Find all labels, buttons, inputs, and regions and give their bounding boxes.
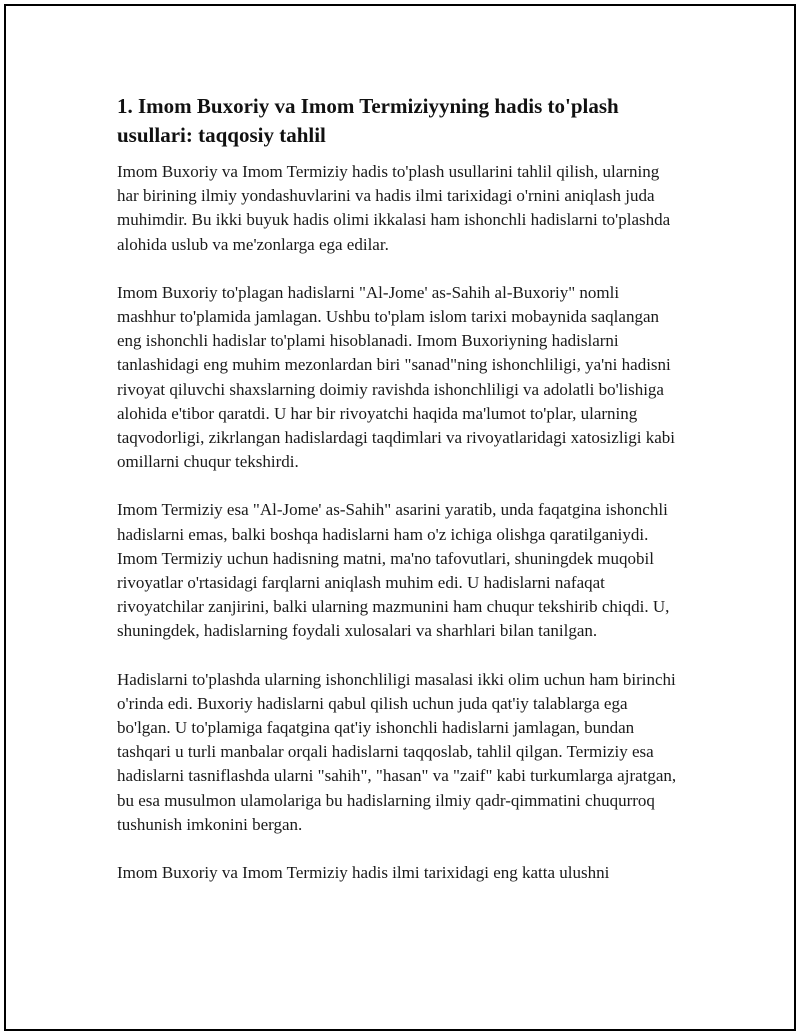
section-heading: 1. Imom Buxoriy va Imom Termiziyyning hadis to'plash usullari: taqqosiy tahlil: [117, 94, 619, 147]
document-body: [117, 92, 677, 909]
paragraph-termiziy: Imom Termiziy esa "Al-Jome' as-Sahih" asarini yaratib, unda faqatgina ishonchli hadislarni emas, balki boshqa hadislarni ham o'z ichiga olishga qaratilganiydi. Imom Termiziy uchun hadisning matni, ma'no tafovutlari, shuningdek muqobil rivoyatlar o'rtasidagi farqlarni aniqlash muhim edi. U hadislarni nafaqat rivoyatchilar zanjirini, balki ularning mazmunini ham chuqur tekshirib chiqdi. U, shuningdek, hadislarning foydali xulosalari va sharhlari bilan tanilgan.: [117, 500, 670, 641]
paragraph-reliability: Hadislarni to'plashda ularning ishonchliligi masalasi ikki olim uchun ham birinchi o'rinda edi. Buxoriy hadislarni qabul qilish uchun juda qat'iy talablarga ega bo'lgan. U to'plamiga faqatgina qat'iy ishonchli hadislarni jamlagan, bundan tashqari u turli manbalar orqali hadislarni taqqoslab, tahlil qilgan. Termiziy esa hadislarni tasniflashda ularni "sahih", "hasan" va "zaif" kabi turkumlarga ajratgan, bu esa musulmon ulamolariga bu hadislarning ilmiy qadr-qimmatini chuqurroq tushunish imkonini bergan.: [117, 669, 677, 834]
paragraph-intro: Imom Buxoriy va Imom Termiziy hadis to'plash usullarini tahlil qilish, ularning har birining ilmiy yondashuvlarini va hadis ilmi tarixidagi o'rnini aniqlash juda muhimdir. Bu ikki buyuk hadis olimi ikkalasi ham ishonchli hadislarni to'plashda alohida uslub va me'zonlarga ega edilar.: [117, 162, 671, 254]
paragraph-conclusion: Imom Buxoriy va Imom Termiziy hadis ilmi tarixidagi eng katta ulushni: [117, 863, 610, 883]
paragraph-buxoriy: Imom Buxoriy to'plagan hadislarni "Al-Jome' as-Sahih al-Buxoriy" nomli mashhur to'plamida jamlagan. Ushbu to'plam islom tarixi mobaynida saqlangan eng ishonchli hadislar to'plami hisoblanadi. Imom Buxoriyning hadislarni tanlashidagi eng muhim mezonlardan biri "sanad"ning ishonchliligi, ya'ni hadisni rivoyat qiluvchi shaxslarning doimiy ravishda ishonchliligi va adolatli bo'lishiga alohida e'tibor qaratdi. U har bir rivoyatchi haqida ma'lumot to'plar, ularning taqvodorligi, zikrlangan hadislardagi taqdimlari va rivoyatlaridagi xatosizligi kabi omillarni chuqur tekshirdi.: [117, 282, 676, 472]
